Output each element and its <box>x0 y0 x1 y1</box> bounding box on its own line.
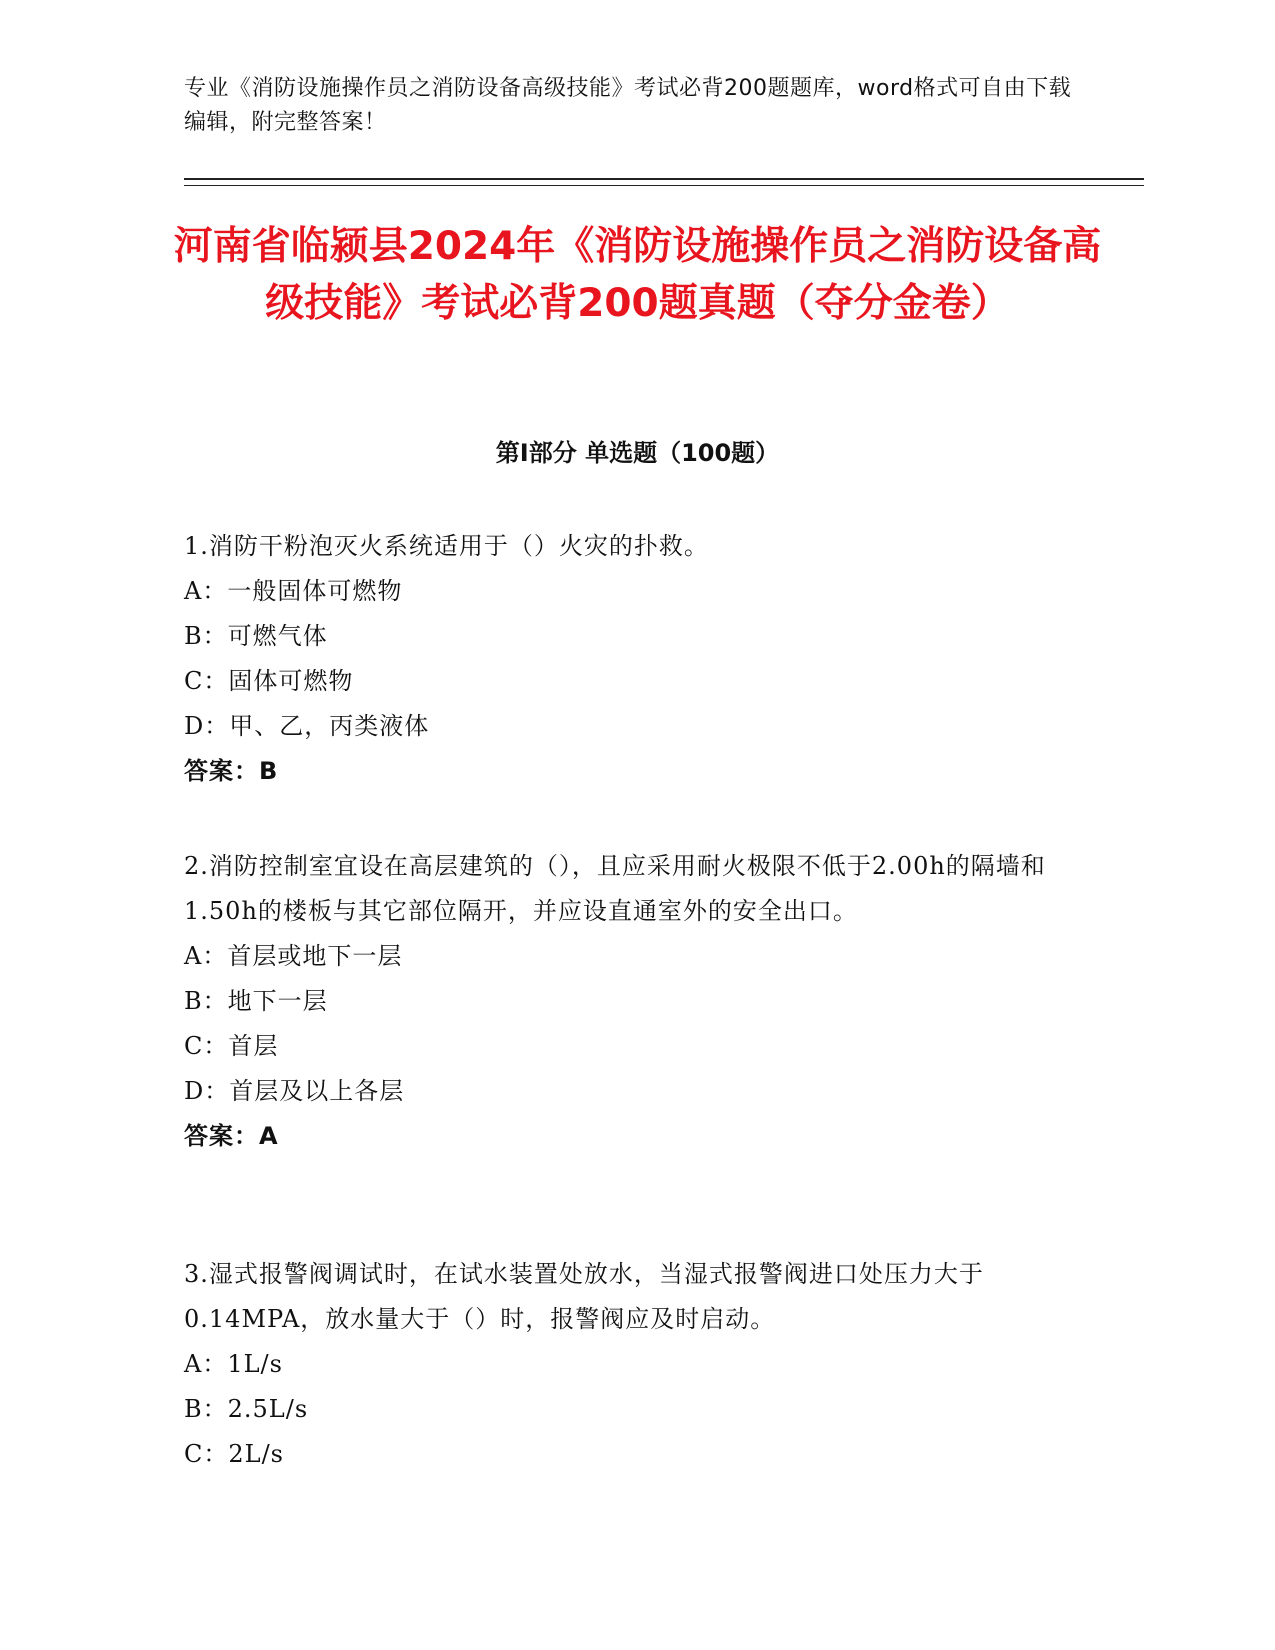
question-1 <box>184 524 1064 794</box>
answer: 答案：A <box>184 1122 279 1150</box>
option-c: C：2L/s <box>184 1440 284 1468</box>
option-d: D：甲、乙，丙类液体 <box>184 712 430 740</box>
document-title: 河南省临颍县2024年《消防设施操作员之消防设备高级技能》考试必背200题真题（夺分金卷） <box>173 224 1102 326</box>
option-b: B：可燃气体 <box>184 622 328 650</box>
answer: 答案：B <box>184 757 279 785</box>
question-stem: 2.消防控制室宜设在高层建筑的（），且应采用耐火极限不低于2.00h的隔墙和1.50h的楼板与其它部位隔开，并应设直通室外的安全出口。 <box>184 852 1046 925</box>
option-a: A：首层或地下一层 <box>184 942 403 970</box>
option-c: C：固体可燃物 <box>184 667 354 695</box>
option-c: C：首层 <box>184 1032 279 1060</box>
option-b: B：2.5L/s <box>184 1395 309 1423</box>
option-a: A：1L/s <box>184 1350 283 1378</box>
header-note: 专业《消防设施操作员之消防设备高级技能》考试必背200题题库，word格式可自由下载编辑，附完整答案！ <box>184 76 1072 135</box>
option-b: B：地下一层 <box>184 987 328 1015</box>
option-d: D：首层及以上各层 <box>184 1077 405 1105</box>
header-divider-thick <box>184 178 1144 180</box>
question-stem: 3.湿式报警阀调试时，在试水装置处放水，当湿式报警阀进口处压力大于0.14MPA，放水量大于（）时，报警阀应及时启动。 <box>184 1260 984 1333</box>
section-heading: 第I部分 单选题（100题） <box>495 439 780 467</box>
header-divider-thin <box>184 185 1144 186</box>
question-stem: 1.消防干粉泡灭火系统适用于（）火灾的扑救。 <box>184 532 709 560</box>
question-3 <box>184 1252 1064 1477</box>
question-2 <box>184 844 1064 1159</box>
option-a: A：一般固体可燃物 <box>184 577 403 605</box>
